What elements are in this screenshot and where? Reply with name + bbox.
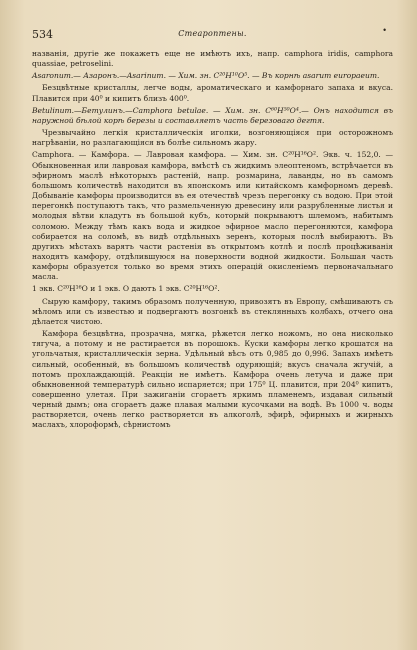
header-mark: • [382,26,387,35]
paragraph-purification: Сырую камфору, такимъ образомъ полученную, привозятъ въ Европу, смѣшиваютъ съ мѣломъ или съ известью и подвергаютъ возгонкѣ въ стеклянныхъ колбахъ, отчего она дѣлается чистою. [32,296,393,326]
entry-asaronum-heading: Asaronum.— Азаронъ.—Asarinum. — Хим. зн. C²⁰H¹⁰O⁵. — Въ корнѣ asarum europaeum. [32,71,380,81]
entry-betulinum-heading: Betulinum.—Бетулинъ.—Camphora betulae. — Хим. зн. C⁶⁰H⁵⁰O⁴.— Онъ находится въ наружной бѣлой корѣ березы и составляетъ часть березоваго дегтя. [32,105,393,125]
reaction-equation: 1 экв. C²⁰H¹⁶O и 1 экв. O даютъ 1 экв. C²⁰H¹⁶O². [32,284,220,294]
entry-asaronum-description: Безцвѣтные кристаллы, легче воды, ароматическаго и камфорнаго запаха и вкуса. Плавится при 40⁰ и кипитъ близъ 400⁰. [32,83,393,103]
paragraph-intro: названія, другіе же покажетъ еще не имѣютъ ихъ, напр. camphora iridis, camphora quassiae, petroselini. [32,49,393,69]
entry-camphora-heading: Camphora. — Камфора. — Лавровая камфора. — Хим. зн. C²⁰H¹⁶O². Экв. ч. 152,0. — Обыкновенная или лавровая камфора, вмѣстѣ съ жидкимъ элеоптеномъ, встрѣчается въ эфирномъ маслѣ нѣкоторыхъ растеній, напр. розмарина, лаванды, но въ самомъ большомъ количествѣ находится въ японскомъ или китайскомъ камфорномъ деревѣ. Добываніе камфоры производится въ ея отечествѣ чрезъ перегонку съ водою. При этой перегонкѣ поступаютъ такъ, что размельченную древесину или разрубленные листья и молодыя вѣтви кладутъ въ большой кубъ, который покрываютъ шлемомъ, набитымъ соломою. Между тѣмъ какъ вода и жидкое эфирное масло перегоняются, камфора собирается на соломѣ, въ видѣ отдѣльныхъ зеренъ, которыя послѣ выбираютъ. Въ другихъ мѣстахъ варятъ части растенія въ открытомъ котлѣ и послѣ процѣживанія находятъ камфору, отдѣлившуюся на поверхности водной жидкости. Большая часть камфоры образуется только во время этихъ операцій окисленіемъ первоначальнаго масла. [32,150,393,282]
page-number: 534 [32,28,53,41]
paragraph-properties: Камфора безцвѣтна, прозрачна, мягка, рѣжется легко ножомъ, но она нисколько тягуча, а потому и не растирается въ порошокъ. Куски камфоры легко крошатся на угольчатыя, кристаллическія зерна. Удѣльный вѣсъ отъ 0,985 до 0,996. Запахъ имѣетъ сильный, особенный, въ большомъ количествѣ одуряющій; вкусъ сначала жгучій, а потомъ прохлаждающій. Реакціи не имѣетъ. Камфора очень летуча и даже при обыкновенной температурѣ сильно испаряется; при 175⁰ Ц. плавится, при 204⁰ кипитъ, совершенно улетая. При зажиганіи сгораетъ яркимъ пламенемъ, издавая сильный черный дымъ; она сгораетъ даже плавая малыми кусочками на водѣ. Въ 1000 ч. воды растворяется, очень легко растворяется въ алкоголѣ, эфирѣ, эфирныхъ и жирныхъ маслахъ, хлороформѣ, сѣрнистомъ [32,329,393,430]
page-header [32,28,393,44]
entry-betulinum-description: Чрезвычайно легкія кристаллическія иголки, возгоняющіяся при осторожномъ нагрѣваніи, но разлагающіяся въ болѣе сильномъ жару. [32,128,393,148]
running-title: Стеароптены. [178,29,247,38]
